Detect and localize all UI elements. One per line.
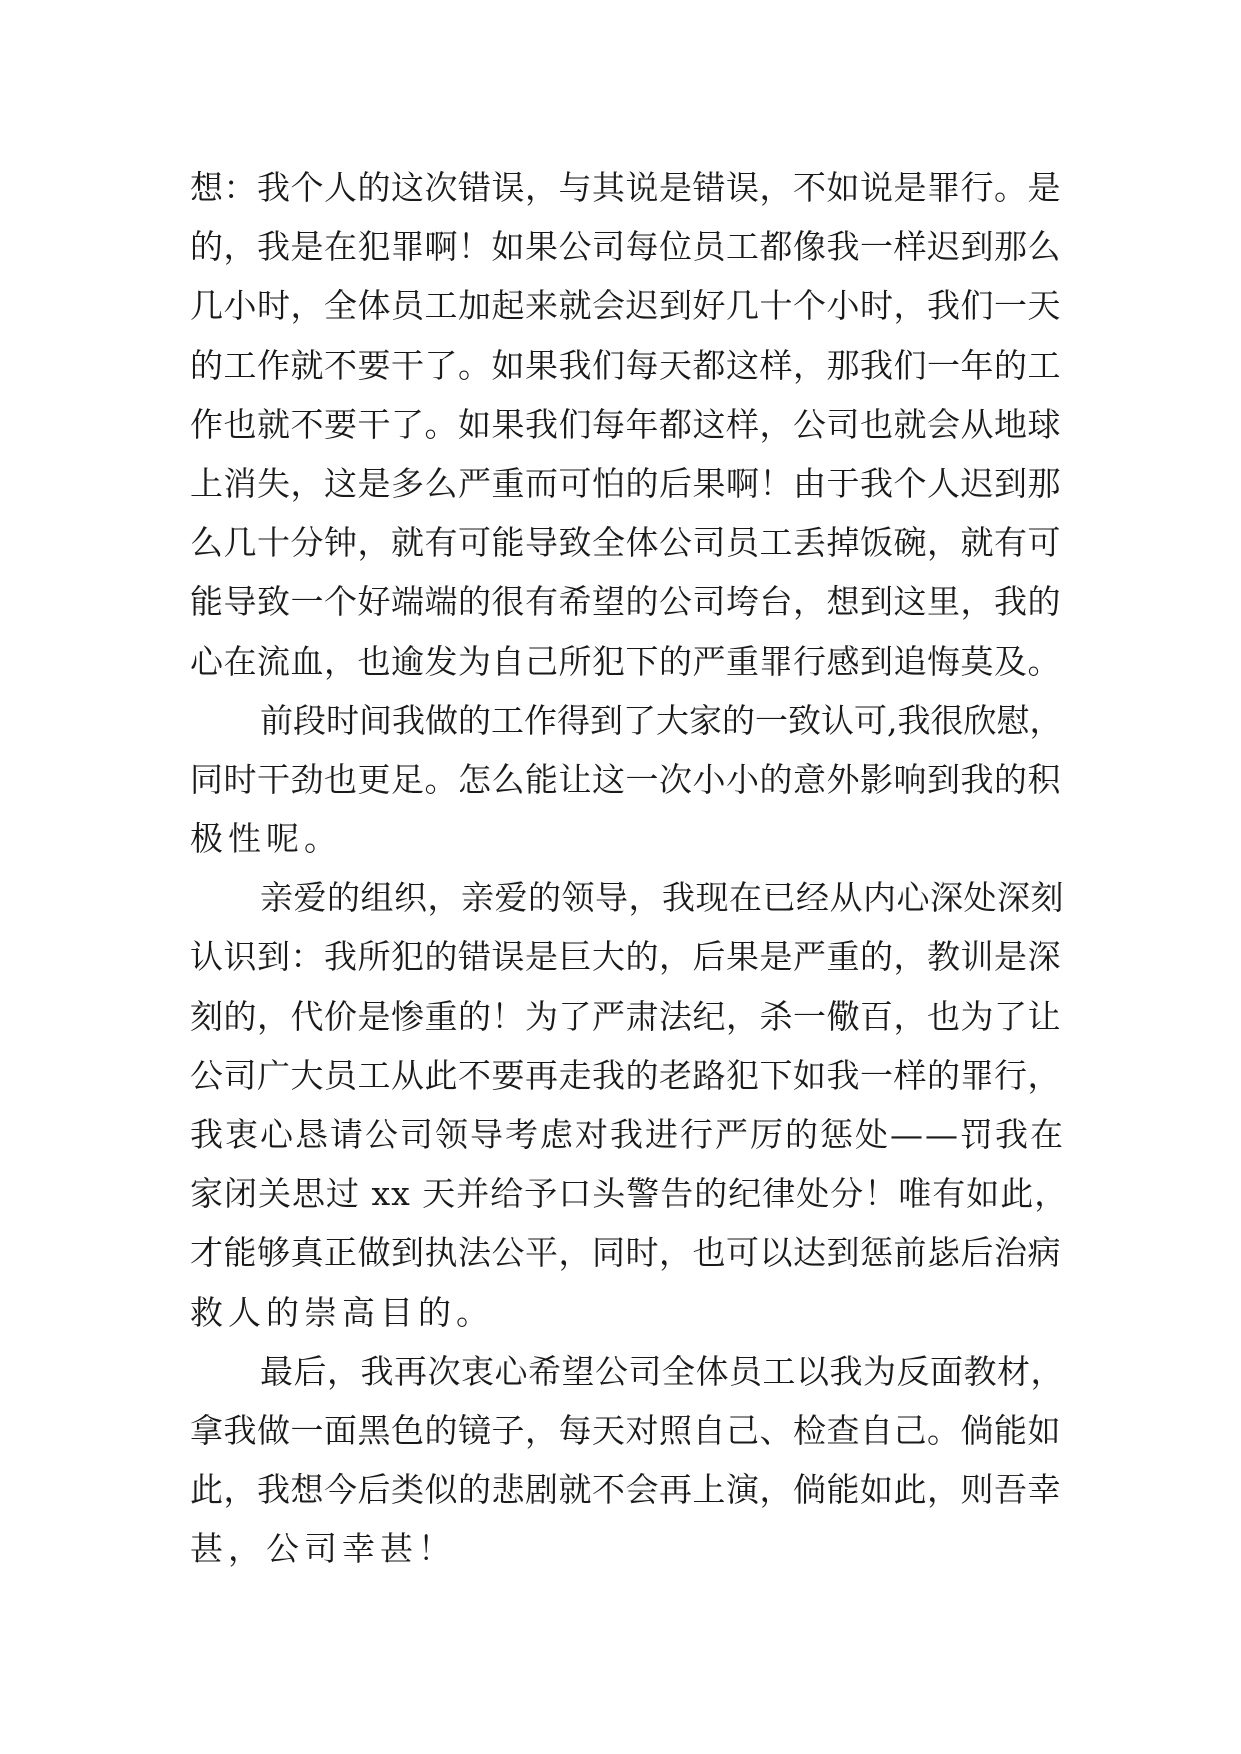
text-line: 才能够真正做到执法公平，同时，也可以达到惩前毖后治病: [190, 1233, 1061, 1273]
paragraph-p2: [190, 691, 1070, 869]
text-line: 极性呢。: [190, 819, 342, 859]
paragraph-p1: [190, 158, 1070, 691]
text-line: 此，我想今后类似的悲剧就不会再上演，倘能如此，则吾幸: [190, 1470, 1061, 1510]
text-line: 认识到：我所犯的错误是巨大的，后果是严重的，教训是深: [190, 937, 1061, 977]
paragraph-p3: [190, 868, 1070, 1342]
text-line: 上消失，这是多么严重而可怕的后果啊！由于我个人迟到那: [190, 463, 1061, 503]
text-line: 救人的崇高目的。: [190, 1292, 494, 1332]
text-line: 作也就不要干了。如果我们每年都这样，公司也就会从地球: [190, 404, 1061, 444]
text-line: 我衷心恳请公司领导考虑对我进行严厉的惩处——罚我在: [190, 1115, 1065, 1154]
text-line: 同时干劲也更足。怎么能让这一次小小的意外影响到我的积: [190, 759, 1061, 799]
text-line: 最后，我再次衷心希望公司全体员工以我为反面教材，: [260, 1351, 1064, 1391]
text-line: 拿我做一面黑色的镜子，每天对照自己、检查自己。倘能如: [190, 1410, 1061, 1450]
text-line: 能导致一个好端端的很有希望的公司垮台，想到这里，我的: [190, 582, 1061, 622]
text-line: 刻的，代价是惨重的！为了严肃法纪，杀一儆百，也为了让: [190, 996, 1061, 1036]
text-line: 亲爱的组织，亲爱的领导，我现在已经从内心深处深刻: [260, 878, 1064, 918]
document-body: [190, 158, 1070, 1579]
text-line: 家闭关思过 xx 天并给予口头警告的纪律处分！唯有如此，: [190, 1174, 1069, 1214]
text-line: 的工作就不要干了。如果我们每天都这样，那我们一年的工: [190, 345, 1061, 385]
paragraph-p4: [190, 1342, 1070, 1579]
text-line: 么几十分钟，就有可能导致全体公司员工丢掉饭碗，就有可: [190, 523, 1061, 563]
text-line: 甚，公司幸甚！: [190, 1529, 456, 1569]
text-line: 想：我个人的这次错误，与其说是错误，不如说是罪行。是: [190, 168, 1061, 207]
text-line: 的，我是在犯罪啊！如果公司每位员工都像我一样迟到那么: [190, 227, 1061, 267]
text-line: 前段时间我做的工作得到了大家的一致认可,我很欣慰，: [260, 700, 1063, 740]
text-line: 几小时，全体员工加起来就会迟到好几十个小时，我们一天: [190, 286, 1061, 326]
text-line: 公司广大员工从此不要再走我的老路犯下如我一样的罪行，: [190, 1055, 1061, 1095]
text-line: 心在流血，也逾发为自己所犯下的严重罪行感到追悔莫及。: [190, 641, 1061, 681]
